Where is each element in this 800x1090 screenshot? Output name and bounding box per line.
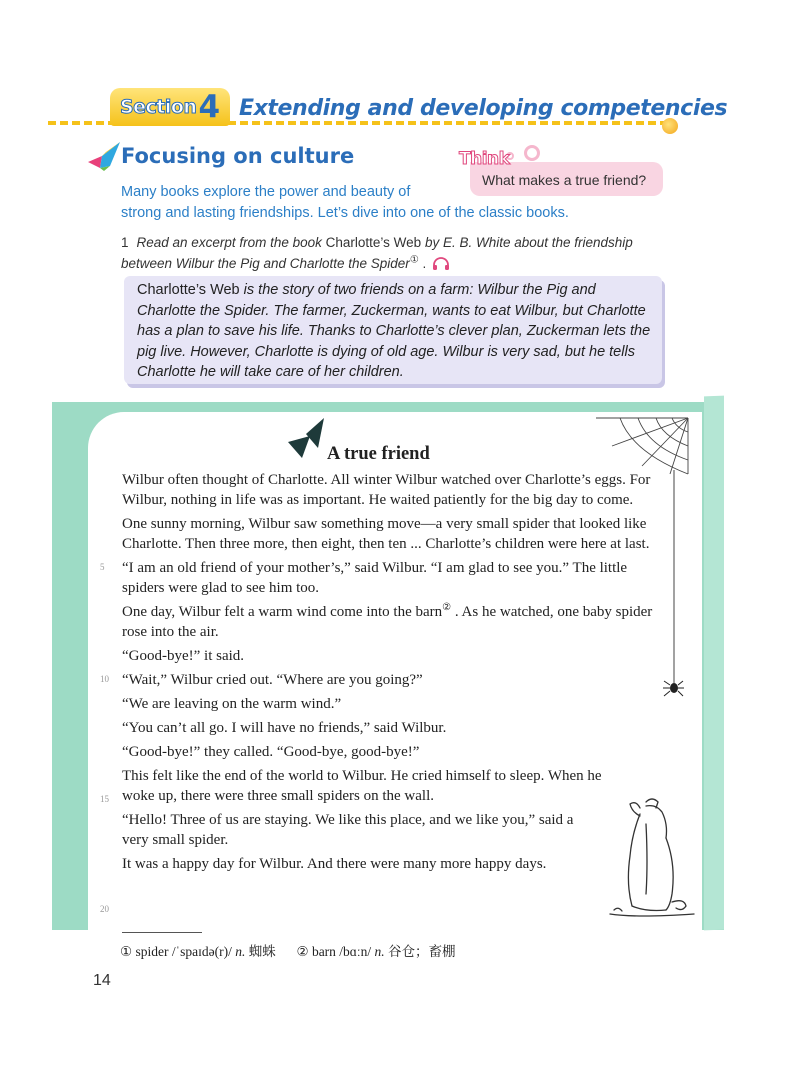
spider-web-icon: [592, 416, 692, 476]
story-paragraph: “Wait,” Wilbur cried out. “Where are you going?”: [122, 672, 423, 688]
summary-book: Charlotte’s Web: [137, 282, 240, 298]
section-badge: [110, 88, 230, 126]
line-number: 15: [100, 794, 109, 804]
summary-body: is the story of two friends on a farm: Wilbur the Pig and Charlotte the Spider. The farmer, Zuckerman, wants to eat Wilbur, but Charlotte has a plan to save his life. Thanks to Charlotte’s clever plan, Zuckerman lets the pig live. However, Charlotte is dying of old age. Wilbur is very sad, but he tells Charlotte he will take care of her children.: [137, 282, 651, 380]
page-number: 14: [93, 972, 111, 989]
paper-bird-icon: [86, 140, 122, 172]
instruction-text: by E. B. White about the friendship between Wilbur the Pig and Charlotte the Spider: [121, 235, 633, 271]
story-paragraph: “Good-bye!” it said.: [122, 648, 245, 664]
line-number: 10: [100, 674, 109, 684]
story-paragraph: It was a happy day for Wilbur. And there were many more happy days.: [122, 856, 547, 872]
intro-line: strong and lasting friendships. Let’s dive into one of the classic books.: [121, 205, 569, 221]
think-label: Think: [459, 149, 510, 169]
footnote-mark: ①: [120, 944, 133, 959]
footnote-meaning: 谷仓；畜棚: [388, 944, 456, 959]
footnotes: [120, 940, 456, 960]
footnote-pos: n.: [235, 944, 246, 959]
focus-title: Focusing on culture: [121, 144, 355, 168]
story-paragraph: “We are leaving on the warm wind.”: [122, 696, 342, 712]
headphone-icon[interactable]: [432, 257, 450, 271]
story-paragraph: “You can’t all go. I will have no friends,” said Wilbur.: [122, 720, 447, 736]
footnote-mark: ②: [296, 944, 309, 959]
footnote-pos: n.: [374, 944, 385, 959]
story-paragraph: Wilbur often thought of Charlotte. All winter Wilbur watched over Charlotte’s eggs. For Wilbur, nothing in life was as important. He waited patiently for the big day to come.: [122, 472, 651, 508]
line-number: 5: [100, 562, 105, 572]
instruction-book: Charlotte’s Web: [325, 235, 422, 250]
footnote-meaning: 蜘蛛: [248, 944, 276, 959]
intro-text: [121, 182, 569, 224]
story-panel-edge: [704, 396, 724, 931]
summary-text: [137, 280, 657, 383]
footnote-ref: ②: [442, 602, 452, 613]
instruction-number: 1: [121, 235, 129, 250]
barn-text: One day, Wilbur felt a warm wind come into the barn: [122, 604, 443, 620]
story-paragraph: “I am an old friend of your mother’s,” said Wilbur. “I am glad to see you.” The little spiders were glad to see him too.: [122, 560, 628, 596]
triangle-decoration-icon: [288, 418, 328, 458]
instruction: [121, 232, 681, 274]
story-title: A true friend: [327, 444, 430, 464]
footnote-word: spider /ˈspaɪdə(r)/: [135, 944, 232, 959]
section-number: 4: [198, 89, 221, 125]
story-body: [122, 470, 672, 878]
think-bubble-icon: [524, 145, 540, 161]
story-paragraph: One sunny morning, Wilbur saw something move—a very small spider that looked like Charlotte. Then three more, then eight, then ten ... Charlotte’s children were here at last.: [122, 516, 650, 552]
instruction-text: Read an excerpt from the book: [136, 235, 326, 250]
footnote-ref: ①: [409, 254, 419, 266]
intro-line: Many books explore the power and beauty of: [121, 184, 411, 200]
section-word: Section: [119, 96, 197, 118]
story-paragraph: [122, 602, 657, 642]
story-paragraph: “Good-bye!” they called. “Good-bye, good-bye!”: [122, 744, 420, 760]
section-title: Extending and developing competencies: [239, 96, 728, 121]
line-number: 20: [100, 904, 109, 914]
footnote-rule: [122, 932, 202, 933]
story-paragraph: “Hello! Three of us are staying. We like this place, and we like you,” said a very small spider.: [122, 812, 574, 848]
story-paragraph: This felt like the end of the world to Wilbur. He cried himself to sleep. When he woke up, there were three small spiders on the wall.: [122, 768, 602, 804]
barn-text: . As he watched, one baby spider rose into the air.: [122, 604, 653, 640]
instruction-end: .: [418, 256, 427, 271]
footnote-word: barn /bɑːn/: [311, 944, 372, 959]
think-question: What makes a true friend?: [482, 172, 647, 188]
summary-box: [124, 276, 662, 384]
pig-illustration-icon: [606, 794, 698, 920]
